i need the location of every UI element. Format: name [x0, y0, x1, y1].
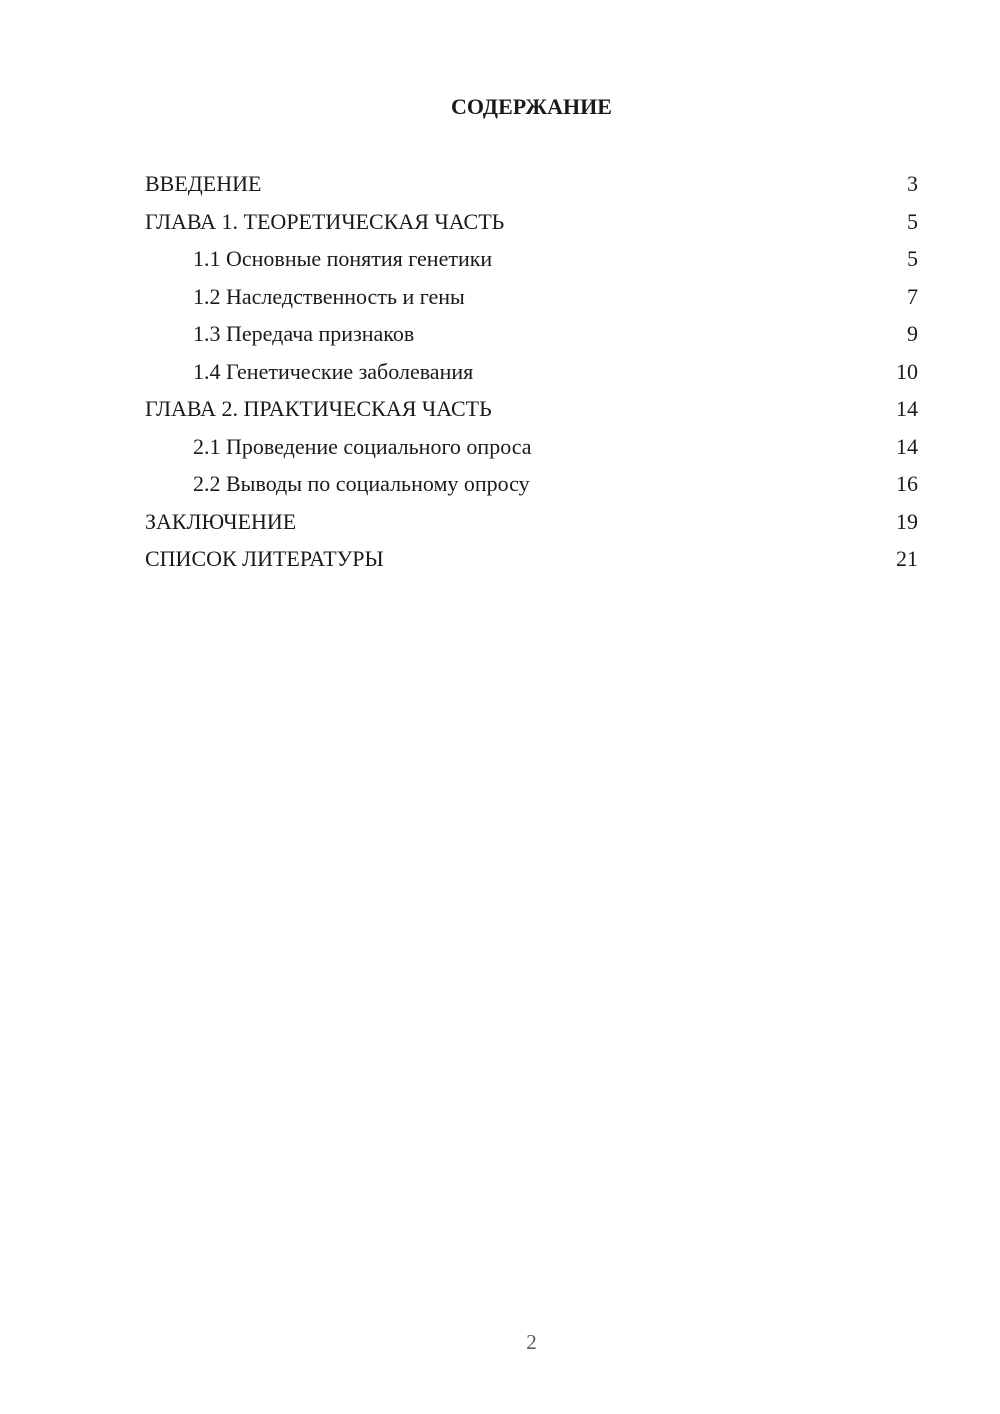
toc-entry-label: 2.2 Выводы по социальному опросу: [193, 471, 530, 496]
toc-entry: [145, 353, 918, 391]
toc-entry-label: 1.4 Генетические заболевания: [193, 358, 474, 384]
page-title: СОДЕРЖАНИЕ: [451, 94, 612, 119]
toc-entry: [145, 465, 918, 503]
toc-entry-page: 7: [907, 283, 918, 309]
toc-entry: [145, 390, 918, 428]
toc-entry-label: 1.2 Наследственность и гены: [193, 283, 465, 309]
toc-entry-label: ГЛАВА 1. ТЕОРЕТИЧЕСКАЯ ЧАСТЬ: [145, 208, 505, 234]
toc-entry: [145, 240, 918, 278]
toc-entry-page: 3: [907, 171, 918, 196]
toc-entry-label: 1.3 Передача признаков: [193, 321, 415, 346]
toc-entry-page: 5: [907, 246, 918, 271]
toc-entry-label: ГЛАВА 2. ПРАКТИЧЕСКАЯ ЧАСТЬ: [145, 396, 492, 421]
toc-entry-page: 14: [896, 433, 918, 459]
toc-entry-label: СПИСОК ЛИТЕРАТУРЫ: [145, 546, 384, 571]
toc-entry-label: 2.1 Проведение социального опроса: [193, 433, 532, 459]
toc-entry-page: 14: [896, 396, 918, 421]
toc-entry: [145, 278, 918, 316]
toc-entry-page: 16: [896, 471, 918, 496]
toc-entry: [145, 428, 918, 466]
toc-entry: [145, 503, 918, 541]
toc-entry-page: 19: [896, 508, 918, 534]
toc-entry: [145, 203, 918, 241]
toc-entry-label: ВВЕДЕНИЕ: [145, 171, 262, 196]
toc-entry-page: 9: [907, 321, 918, 346]
toc-entry-label: ЗАКЛЮЧЕНИЕ: [145, 508, 297, 534]
toc-entry: [145, 315, 918, 353]
toc-entry: [145, 165, 918, 203]
toc-entry: [145, 540, 918, 578]
toc-content: [145, 0, 918, 578]
toc-entry-label: 1.1 Основные понятия генетики: [193, 246, 493, 271]
toc-entry-page: 5: [907, 208, 918, 234]
toc-entry-page: 21: [896, 546, 918, 571]
toc-list: [145, 165, 918, 578]
toc-entry-page: 10: [896, 358, 918, 384]
page-number-footer: 2: [526, 1330, 537, 1354]
